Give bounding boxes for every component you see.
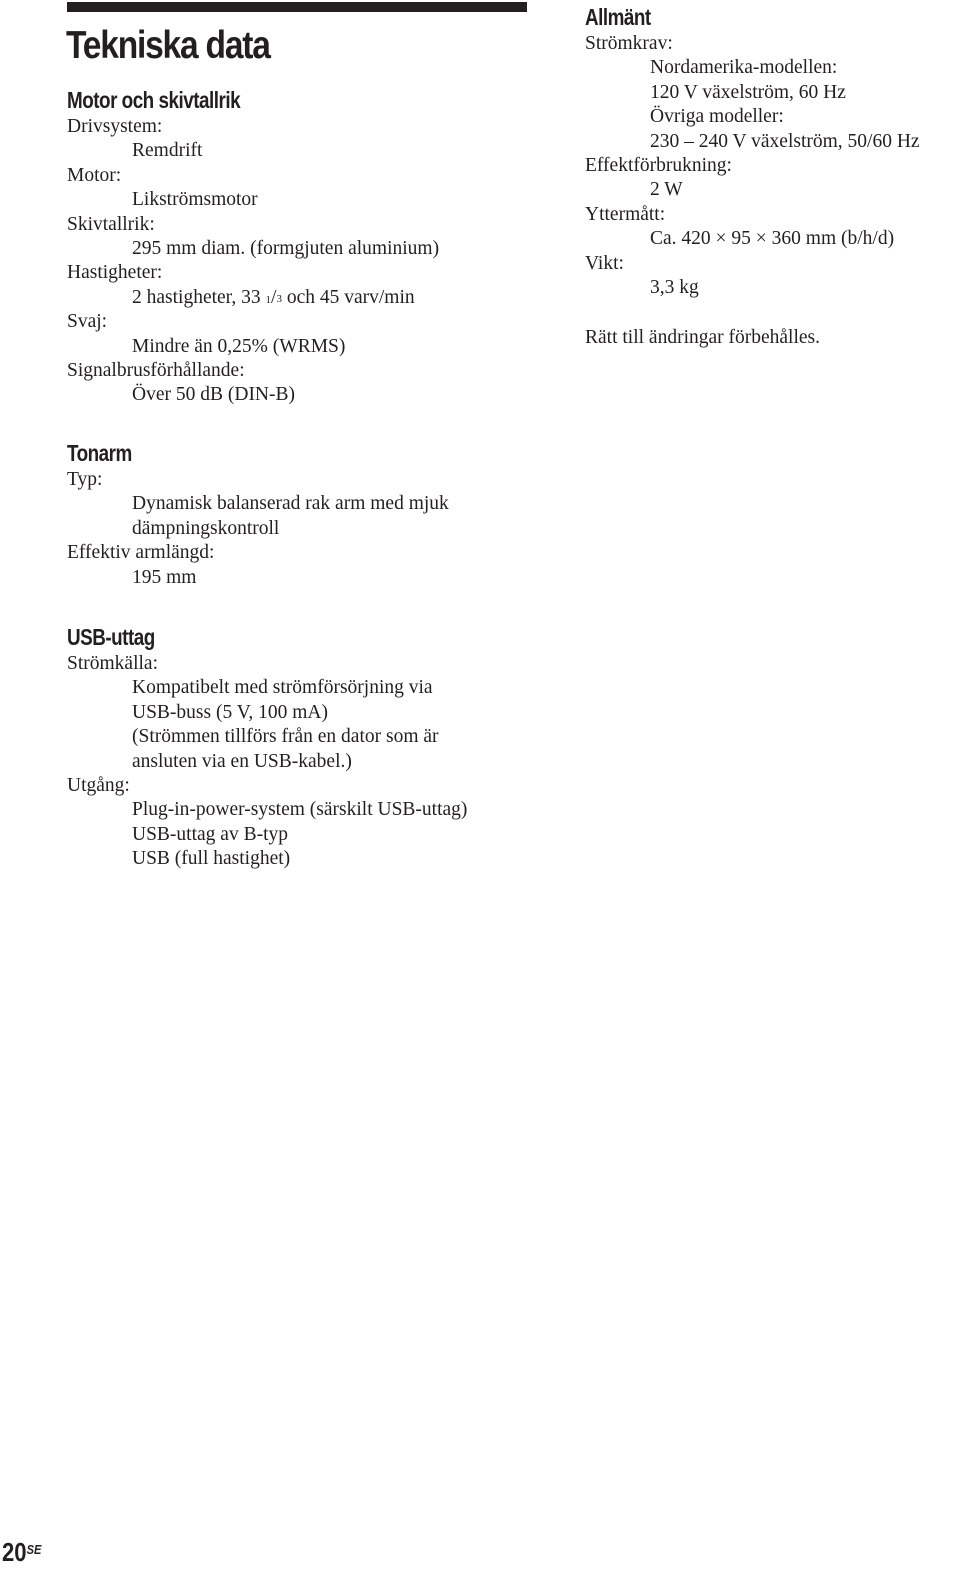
armlangd-value: 195 mm <box>132 566 197 588</box>
section-tonarm <box>67 438 449 590</box>
page-title: Tekniska data <box>66 24 270 67</box>
motor-value: Likströmsmotor <box>132 189 258 211</box>
section-heading-motor: Motor och skivtallrik <box>67 87 241 113</box>
fraction-numerator: 1 <box>265 293 272 306</box>
page-number-value: 20 <box>2 1537 27 1567</box>
utgang-label: Utgång: <box>67 774 130 796</box>
ovriga-label: Övriga modeller: <box>650 106 784 128</box>
yttermatt-value: Ca. 420 × 95 × 360 mm (b/h/d) <box>650 228 895 250</box>
section-usb <box>67 622 467 872</box>
signal-label: Signalbrusförhållande: <box>67 359 245 381</box>
stromkalla-value-line-1: Kompatibelt med strömförsörjning via <box>132 677 433 699</box>
page-number <box>2 1537 41 1567</box>
hastigheter-prefix: 2 hastigheter, 33 <box>132 286 266 308</box>
effekt-label: Effektförbrukning: <box>585 154 732 176</box>
page-language-suffix: SE <box>26 1542 42 1557</box>
stromkrav-label: Strömkrav: <box>585 33 673 54</box>
section-heading-allmant: Allmänt <box>585 4 651 30</box>
typ-value-line-2: dämpningskontroll <box>132 517 280 539</box>
stromkalla-value-line-2: USB-buss (5 V, 100 mA) <box>132 701 328 723</box>
hastigheter-suffix: och 45 varv/min <box>281 286 415 308</box>
vikt-label: Vikt: <box>585 252 624 274</box>
svaj-label: Svaj: <box>67 311 108 333</box>
change-notice: Rätt till ändringar förbehålles. <box>585 327 821 348</box>
skivtallrik-value: 295 mm diam. (formgjuten aluminium) <box>132 237 440 259</box>
yttermatt-label: Yttermått: <box>585 203 666 225</box>
nordamerika-label: Nordamerika-modellen: <box>650 57 838 79</box>
typ-label: Typ: <box>67 469 103 490</box>
hastigheter-value <box>67 286 439 310</box>
ovriga-value: 230 – 240 V växelström, 50/60 Hz <box>650 130 920 152</box>
utgang-value-line-3: USB (full hastighet) <box>132 848 291 870</box>
section-heading-usb: USB-uttag <box>67 624 155 650</box>
header-rule <box>67 2 527 12</box>
drivsystem-value: Remdrift <box>132 140 203 162</box>
svaj-value: Mindre än 0,25% (WRMS) <box>132 335 346 357</box>
skivtallrik-label: Skivtallrik: <box>67 213 155 235</box>
nordamerika-value: 120 V växelström, 60 Hz <box>650 81 846 103</box>
armlangd-label: Effektiv armlängd: <box>67 542 215 564</box>
section-motor <box>67 85 439 408</box>
stromkalla-value-line-3: (Strömmen tillförs från en dator som är <box>132 726 439 748</box>
stromkalla-label: Strömkälla: <box>67 653 158 674</box>
fraction-denominator: 3 <box>276 292 282 305</box>
typ-value-line-1: Dynamisk balanserad rak arm med mjuk <box>132 493 449 515</box>
fraction-slash: / <box>271 286 277 308</box>
motor-label: Motor: <box>67 164 122 186</box>
stromkalla-value-line-4: ansluten via en USB-kabel.) <box>132 750 352 772</box>
utgang-value-line-2: USB-uttag av B-typ <box>132 823 288 845</box>
signal-value: Över 50 dB (DIN-B) <box>132 384 296 406</box>
effekt-value: 2 W <box>650 179 683 201</box>
vikt-value: 3,3 kg <box>650 276 699 298</box>
section-heading-tonarm: Tonarm <box>67 440 132 466</box>
utgang-value-line-1: Plug-in-power-system (särskilt USB-uttag) <box>132 799 468 821</box>
drivsystem-label: Drivsystem: <box>67 116 163 137</box>
hastigheter-label: Hastigheter: <box>67 262 163 284</box>
section-allmant <box>585 2 920 300</box>
